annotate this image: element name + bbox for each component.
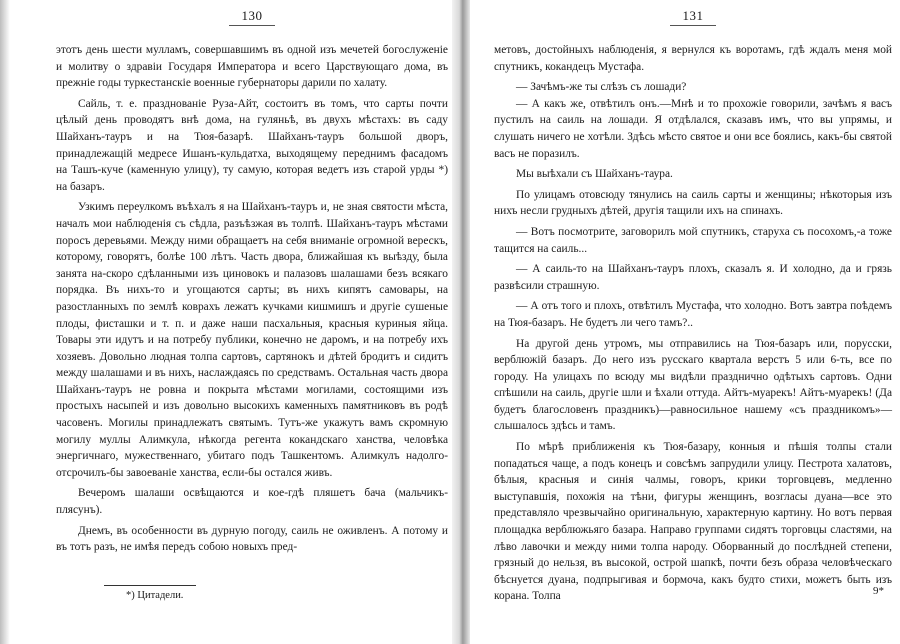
paragraph: Мы выѣхали съ Шайханъ-таура. bbox=[516, 168, 673, 181]
right-page-number: 131 bbox=[494, 8, 892, 24]
paragraph: Вечеромъ шалаши освѣщаются и кое-гдѣ пляшетъ бача (мальчикъ-плясунъ). bbox=[56, 487, 448, 517]
paragraph: — А отъ того и плохъ, отвѣтилъ Мустафа, что холодно. Вотъ завтра поѣдемъ на Тюя-базаръ. Не будетъ ли чего тамъ?.. bbox=[494, 300, 892, 329]
paragraph: Узкимъ переулкомъ въѣхалъ я на Шайханъ-тауръ и, не зная святости мѣста, началъ мои наблюденія съ сѣдла, разъѣзжая въ толпѣ. Шайханъ-тауръ мѣстами поросъ деревьями. Между ними обращаетъ на себя вниманіе огромной верескъ, которому, говорятъ, болѣе 100 лѣтъ. Часть двора, ближайшая къ выѣзду, была занята на-скоро сдѣланными изъ циновокъ и палазовъ шалашами безъ всякаго порядка. Въ нихъ-то и угощаются сарты; въ нихъ кипятъ самовары, на разостланныхъ по землѣ коврахъ лежатъ кучками кишмишъ и другіе сушеные плоды, фисташки и т. п. и даже наши пасхальныя, красныя куриныя яйца. Товары эти идутъ и на потребу публики, конечно не даромъ, и на потребу ихъ хозяевъ. Довольно людная толпа сартовъ, сартянокъ и дѣтей бродитъ и сидитъ между шалашами и въ нихъ, наслаждаясь по средствамъ. Остальная часть двора Шайханъ-тауръ не ровна и покрыта мѣстами могилами, состоящими изъ простыхъ насыпей и изъ довольно высокихъ каменныхъ памятниковъ въ родѣ часовенъ. Могилы принадлежатъ святымъ. Тутъ-же укажутъ вамъ скромную могилу муллы Алимкула, нѣкогда регента кокандскаго ханства, человѣка энергичнаго, мужественнаго, убитаго подъ Ташкентомъ. Алимкулъ надолго-отсрочилъ-бы завоеваніе ханства, если-бы остался живъ. bbox=[56, 201, 448, 479]
footnote: *) Цитадели. bbox=[126, 590, 184, 601]
signature-mark: 9* bbox=[873, 585, 884, 597]
paragraph: По улицамъ отовсюду тянулись на саиль сарты и женщины; нѣкоторыя изъ нихъ несли грудныхъ дѣтей, другія тащили ихъ на спинахъ. bbox=[494, 188, 892, 218]
paragraph: — Вотъ посмотрите, заговорилъ мой спутникъ, старуха съ посохомъ,-а тоже тащится на саиль... bbox=[494, 225, 892, 255]
paragraph: Днемъ, въ особенности въ дурную погоду, саиль не оживленъ. А потому и въ тотъ разъ, не имѣя передъ собою новыхъ пред- bbox=[56, 524, 448, 554]
left-page-text bbox=[56, 42, 448, 556]
page-edge-shadow bbox=[0, 0, 10, 644]
paragraph: По мѣрѣ приближенія къ Тюя-базару, конныя и пѣшія толпы стали попадаться чаще, а подъ конецъ и совсѣмъ запрудили улицу. Пестрота халатовъ, бѣлыя, красныя и синія чалмы, говоръ, крики торговцевъ, медленно выступавшія, похожія на тѣни, фигуры женщинъ, возгласы дуана—все это представляло чрезвычайно оригинальную, характерную картину. Но вотъ первая площадка верблюжьяго базара. Направо группами сидятъ торговцы сластями, на лѣво лавочки и между ними толпа народу. Оборванный до послѣдней степени, грязный до нельзя, въ высокой, острой шапкѣ, почти безъ образа человѣческаго бѣснуется дуана, подпрыгивая и бормоча, какъ будто стихи, можетъ быть изъ корана. Толпа bbox=[494, 441, 892, 603]
paragraph: — Зачѣмъ-же ты слѣзъ съ лошади? bbox=[516, 81, 687, 94]
paragraph: метовъ, достойныхъ наблюденія, я вернулся къ воротамъ, гдѣ ждалъ меня мой спутникъ, кокандецъ Мустафа. bbox=[494, 44, 892, 73]
book-gutter bbox=[452, 0, 470, 644]
paragraph: — А саиль-то на Шайханъ-тауръ плохъ, сказалъ я. И холодно, да и грязь развѣсили страшную. bbox=[494, 263, 892, 292]
left-page-number: 130 bbox=[56, 8, 448, 24]
footnote-divider bbox=[104, 585, 196, 586]
paragraph: этотъ день шести мулламъ, совершавшимъ въ одной изъ мечетей богослуженіе и молитву о здравіи Государя Императора и всего Царствующаго дома, въ прежніе годы туркестанскіе военные губернаторы дарили по халату. bbox=[56, 44, 448, 90]
left-page bbox=[56, 0, 448, 644]
right-page-text bbox=[494, 42, 892, 605]
paragraph: — А какъ же, отвѣтилъ онъ.—Мнѣ и то прохожіе говорили, зачѣмъ я васъ пустилъ на саиль на лошади. Я отдѣлался, сказавъ имъ, что вы упрямы, и слушать ничего не хотѣли. Здѣсь мѣсто святое и они все боялись, какъ-бы святой васъ не поразилъ. bbox=[494, 97, 892, 160]
paragraph: На другой день утромъ, мы отправились на Тюя-базаръ или, порусски, верблюжій базаръ. До него изъ русскаго квартала верстъ 5 или 6-ть, все по городу. На улицахъ по всюду мы видѣли празднично одѣтыхъ сартовъ. Одни спѣшили на саиль, другіе шли и ѣхали оттуда. Айтъ-муарекъ! Айтъ-муарекъ! (Да будетъ благословенъ праздникъ)—равносильное нашему «съ праздникомъ»—слышалось здѣсь и тамъ. bbox=[494, 337, 892, 433]
right-page bbox=[494, 0, 892, 644]
paragraph: Сайль, т. е. празднованіе Руза-Айт, состоитъ въ томъ, что сарты почти цѣлый день проводятъ внѣ дома, на гуляньѣ, въ двухъ мѣстахъ: въ саду Шайханъ-тауръ и на Тюя-базарѣ. Шайханъ-тауръ большой дворъ, принадлежащій медресе Ишанъ-кульдатха, выходящему переднимъ фасадомъ на Ташъ-куче (каменную улицу), ту самую, которая ведетъ изъ старой урды *) на базаръ. bbox=[56, 97, 448, 193]
